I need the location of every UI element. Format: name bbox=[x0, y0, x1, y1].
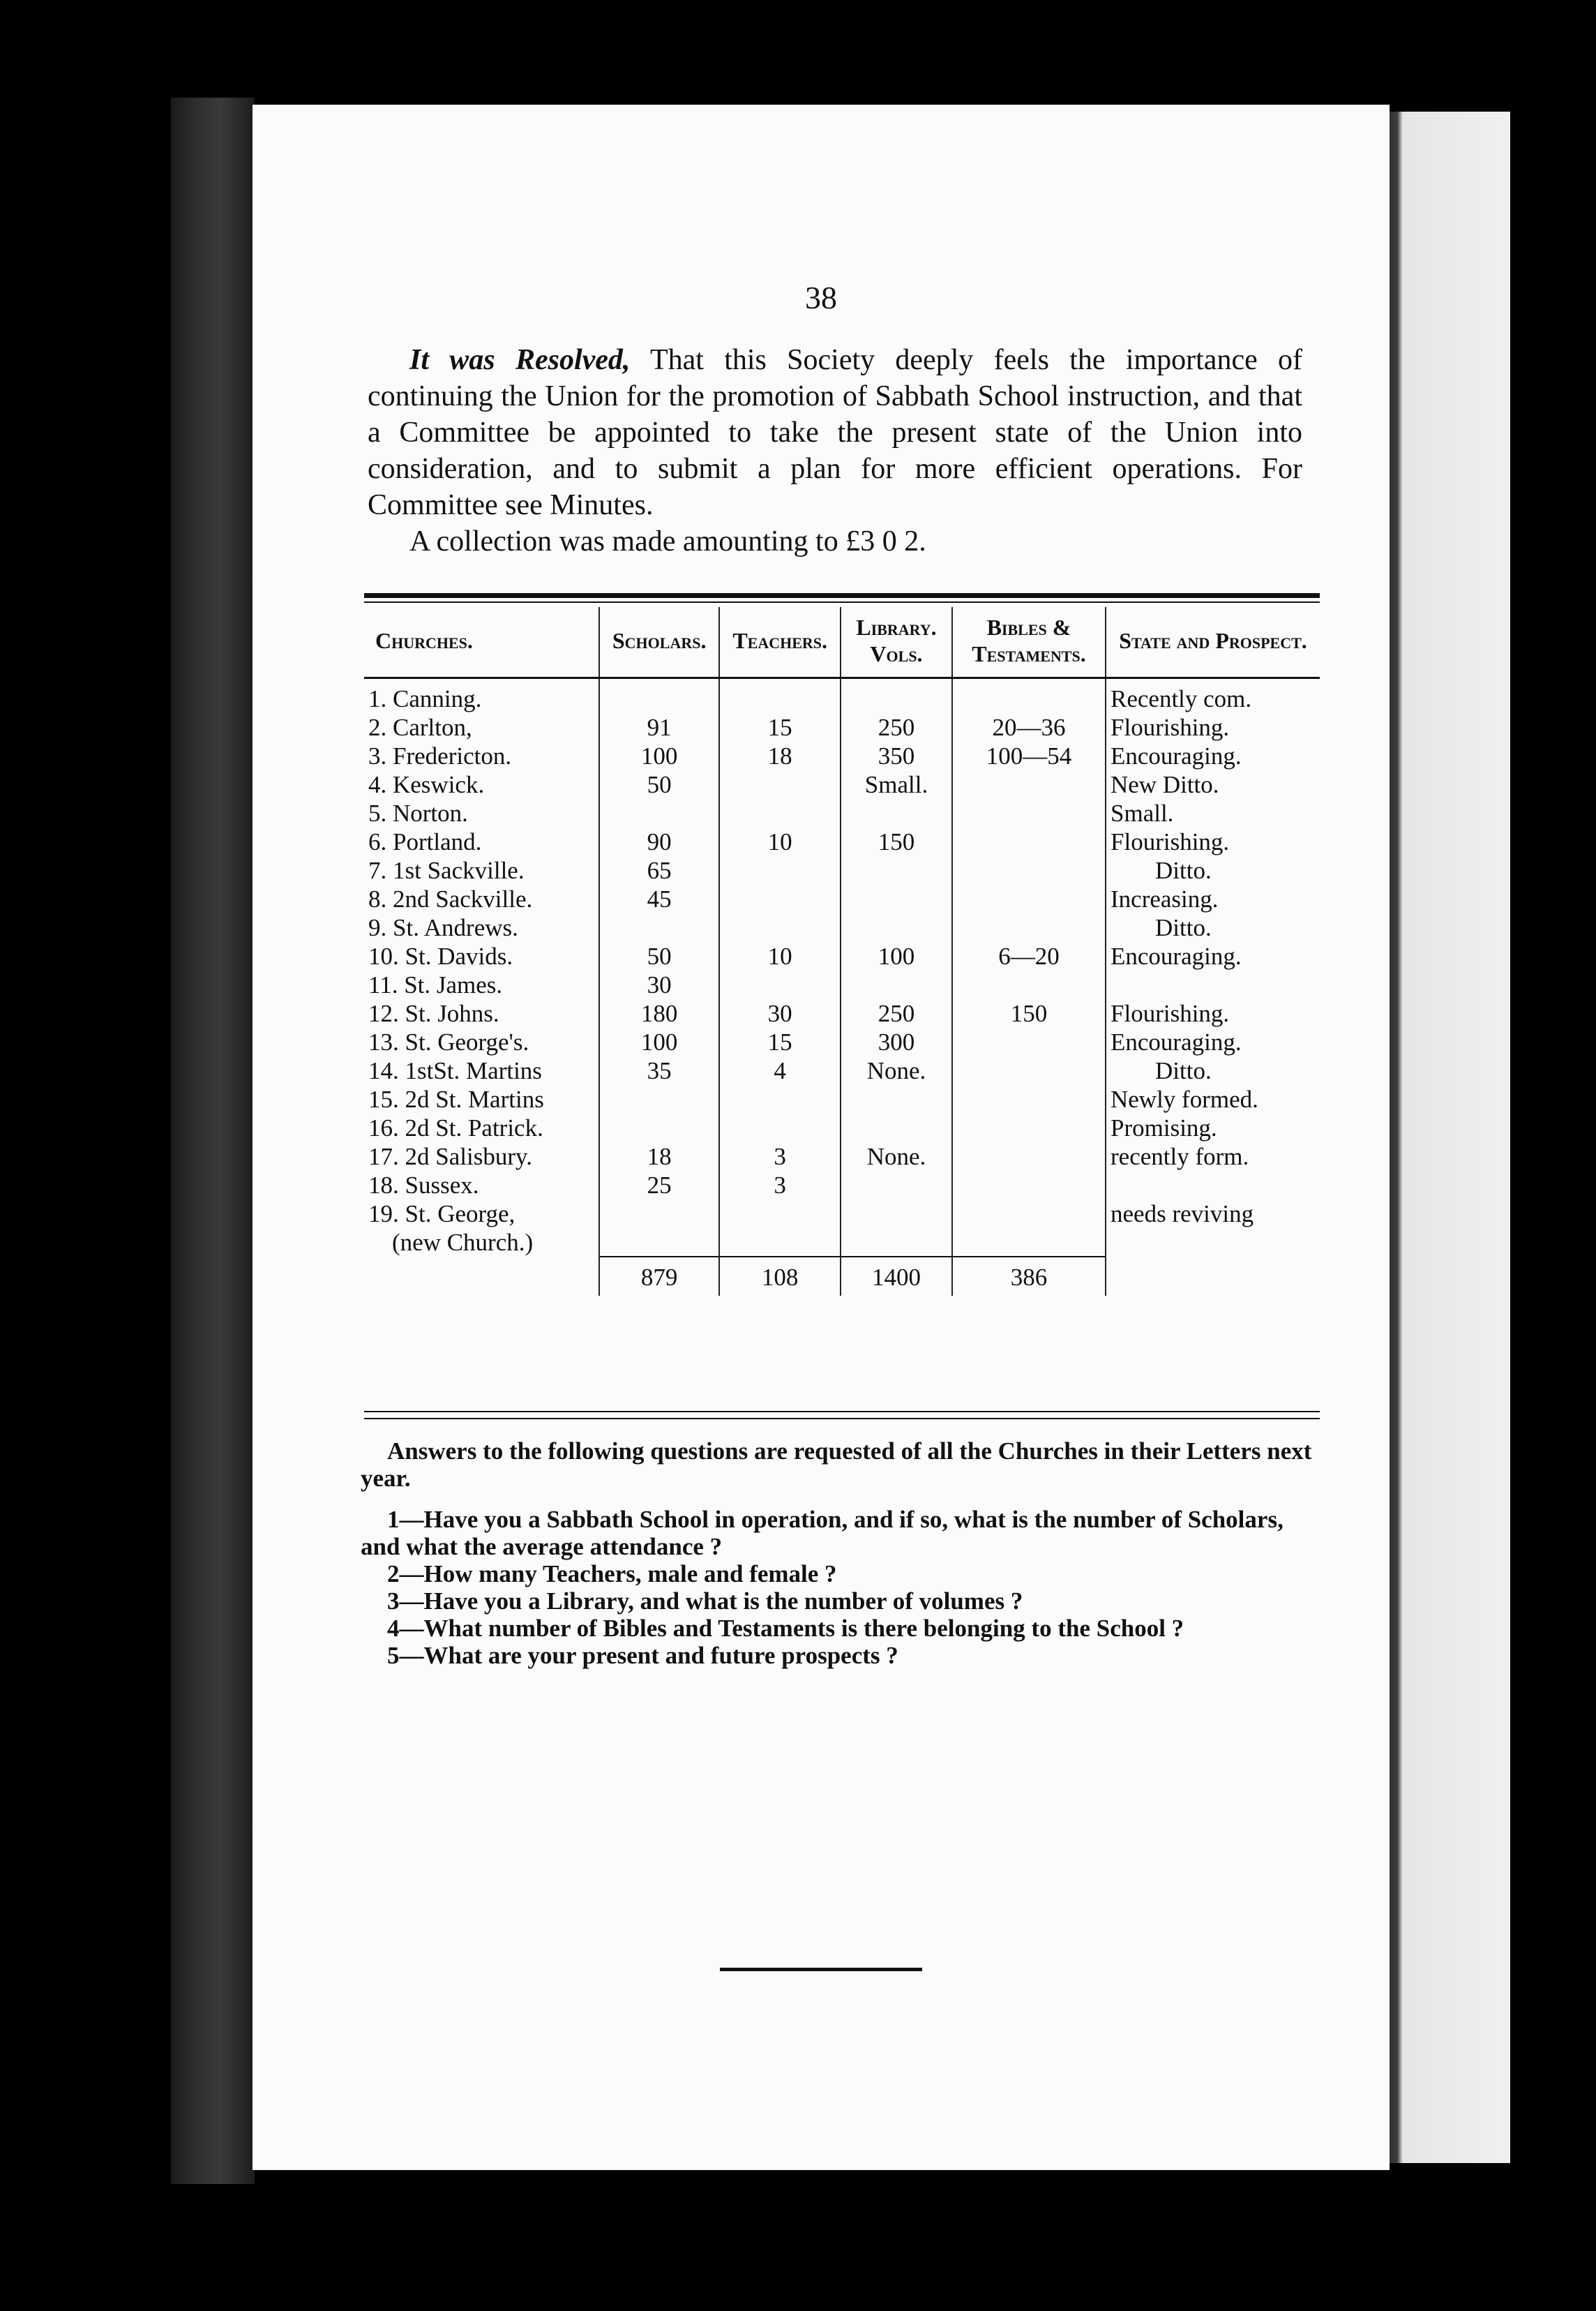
row-church: 1. Canning. bbox=[368, 685, 482, 712]
question-item: 5—What are your present and future prospects ? bbox=[387, 1642, 898, 1669]
row-bibles: 150 bbox=[952, 999, 1106, 1028]
row-bibles bbox=[952, 770, 1106, 799]
row-state: Small. bbox=[1106, 799, 1320, 828]
row-library: 250 bbox=[841, 999, 952, 1028]
row-scholars bbox=[599, 1199, 719, 1228]
row-state: Newly formed. bbox=[1106, 1085, 1320, 1114]
table-bottom-rule-1 bbox=[364, 1411, 1320, 1412]
row-scholars bbox=[599, 1228, 719, 1257]
header-churches: Churches. bbox=[364, 607, 599, 678]
row-bibles bbox=[952, 1028, 1106, 1056]
row-bibles bbox=[952, 1199, 1106, 1228]
row-teachers bbox=[719, 678, 841, 714]
row-library bbox=[841, 1199, 952, 1228]
table-row bbox=[364, 1085, 1320, 1114]
table-row bbox=[364, 1056, 1320, 1085]
next-page-edge bbox=[1385, 112, 1510, 2163]
row-teachers bbox=[719, 1114, 841, 1142]
table-header-row bbox=[364, 607, 1320, 678]
question-item: 3—Have you a Library, and what is the number of volumes ? bbox=[387, 1587, 1023, 1615]
row-teachers: 3 bbox=[719, 1142, 841, 1171]
row-state bbox=[1106, 1171, 1320, 1199]
row-teachers bbox=[719, 913, 841, 942]
table-row bbox=[364, 770, 1320, 799]
row-church: 16. 2d St. Patrick. bbox=[368, 1114, 543, 1142]
questions-intro: Answers to the following questions are requested of all the Churches in their Letters next year. bbox=[361, 1437, 1312, 1492]
header-bibles: Bibles & Testaments. bbox=[952, 607, 1106, 678]
row-library: 250 bbox=[841, 713, 952, 742]
row-state: Encouraging. bbox=[1106, 1028, 1320, 1056]
row-bibles bbox=[952, 971, 1106, 999]
row-church: 17. 2d Salisbury. bbox=[368, 1143, 532, 1170]
table-row bbox=[364, 1228, 1320, 1257]
total-teachers: 108 bbox=[719, 1257, 841, 1296]
table-body bbox=[364, 678, 1320, 1257]
row-state bbox=[1106, 971, 1320, 999]
row-state: Ditto. bbox=[1106, 856, 1320, 885]
row-church: 6. Portland. bbox=[368, 828, 482, 855]
row-scholars bbox=[599, 1085, 719, 1114]
row-library bbox=[841, 885, 952, 913]
row-bibles bbox=[952, 1142, 1106, 1171]
row-church: (new Church.) bbox=[392, 1229, 534, 1256]
row-church: 4. Keswick. bbox=[368, 771, 485, 798]
row-teachers: 10 bbox=[719, 942, 841, 971]
row-scholars: 25 bbox=[599, 1171, 719, 1199]
row-church: 2. Carlton, bbox=[368, 714, 472, 741]
row-state: Recently com. bbox=[1106, 678, 1320, 714]
row-scholars: 180 bbox=[599, 999, 719, 1028]
row-bibles bbox=[952, 1114, 1106, 1142]
row-state: needs reviving bbox=[1106, 1199, 1320, 1228]
row-church: 3. Fredericton. bbox=[368, 742, 512, 770]
row-teachers bbox=[719, 799, 841, 828]
row-library bbox=[841, 971, 952, 999]
row-church: 19. St. George, bbox=[368, 1200, 515, 1227]
row-teachers bbox=[719, 770, 841, 799]
table-top-rule-thin bbox=[364, 601, 1320, 603]
row-bibles bbox=[952, 856, 1106, 885]
row-teachers bbox=[719, 971, 841, 999]
row-library: 300 bbox=[841, 1028, 952, 1056]
row-state: Flourishing. bbox=[1106, 999, 1320, 1028]
resolution-paragraph bbox=[368, 342, 1302, 523]
table-row bbox=[364, 999, 1320, 1028]
totals-label-cell bbox=[364, 1257, 599, 1296]
row-teachers: 15 bbox=[719, 1028, 841, 1056]
row-bibles bbox=[952, 678, 1106, 714]
table-row bbox=[364, 856, 1320, 885]
table-row bbox=[364, 1142, 1320, 1171]
total-bibles: 386 bbox=[952, 1257, 1106, 1296]
row-teachers: 4 bbox=[719, 1056, 841, 1085]
row-teachers bbox=[719, 1199, 841, 1228]
totals-state-cell bbox=[1106, 1257, 1320, 1296]
row-scholars bbox=[599, 913, 719, 942]
table-row bbox=[364, 1028, 1320, 1056]
totals-row bbox=[364, 1257, 1320, 1296]
row-state: New Ditto. bbox=[1106, 770, 1320, 799]
row-library: None. bbox=[841, 1056, 952, 1085]
row-scholars: 65 bbox=[599, 856, 719, 885]
row-library bbox=[841, 1085, 952, 1114]
row-library: 100 bbox=[841, 942, 952, 971]
row-scholars bbox=[599, 799, 719, 828]
row-scholars: 100 bbox=[599, 1028, 719, 1056]
row-state: Ditto. bbox=[1106, 913, 1320, 942]
total-library: 1400 bbox=[841, 1257, 952, 1296]
row-bibles: 6—20 bbox=[952, 942, 1106, 971]
collection-line: A collection was made amounting to £3 0 2. bbox=[409, 525, 926, 558]
row-scholars: 30 bbox=[599, 971, 719, 999]
questions-block bbox=[361, 1437, 1323, 1669]
row-church: 15. 2d St. Martins bbox=[368, 1086, 544, 1113]
header-state: State and Prospect. bbox=[1106, 607, 1320, 678]
question-item: 1—Have you a Sabbath School in operation, and if so, what is the number of Scholars, and what the average attendance ? bbox=[361, 1506, 1283, 1560]
question-item: 4—What number of Bibles and Testaments is there belonging to the School ? bbox=[387, 1615, 1184, 1642]
row-library bbox=[841, 1171, 952, 1199]
row-library bbox=[841, 913, 952, 942]
table-row bbox=[364, 913, 1320, 942]
row-scholars bbox=[599, 1114, 719, 1142]
resolution-lead: It was Resolved, bbox=[409, 344, 631, 376]
row-state: Ditto. bbox=[1106, 1056, 1320, 1085]
row-library bbox=[841, 678, 952, 714]
table-row bbox=[364, 1199, 1320, 1228]
row-state: Increasing. bbox=[1106, 885, 1320, 913]
sabbath-school-table bbox=[364, 607, 1320, 1296]
page-number: 38 bbox=[805, 280, 837, 315]
table-row bbox=[364, 1171, 1320, 1199]
row-church: 13. St. George's. bbox=[368, 1029, 529, 1056]
resolution-text: That this Society deeply feels the importance of continuing the Union for the promotion of Sabbath School instruction, and that a Committee be appointed to take the present state of the Union into consideration, and to submit a plan for more efficient operations. For Committee see Minutes. bbox=[368, 344, 1303, 521]
row-church: 14. 1stSt. Martins bbox=[368, 1057, 542, 1084]
row-church: 18. Sussex. bbox=[368, 1172, 479, 1199]
row-church: 10. St. Davids. bbox=[368, 943, 513, 970]
row-teachers bbox=[719, 1228, 841, 1257]
row-bibles bbox=[952, 1056, 1106, 1085]
table-top-rule-thick bbox=[364, 593, 1320, 598]
row-teachers bbox=[719, 856, 841, 885]
row-teachers: 3 bbox=[719, 1171, 841, 1199]
table-row bbox=[364, 678, 1320, 714]
row-scholars: 18 bbox=[599, 1142, 719, 1171]
total-scholars: 879 bbox=[599, 1257, 719, 1296]
row-teachers: 18 bbox=[719, 742, 841, 770]
row-scholars: 45 bbox=[599, 885, 719, 913]
table-row bbox=[364, 885, 1320, 913]
row-church: 11. St. James. bbox=[368, 971, 503, 999]
table-row bbox=[364, 828, 1320, 856]
row-bibles bbox=[952, 828, 1106, 856]
table-row bbox=[364, 971, 1320, 999]
row-state: Encouraging. bbox=[1106, 742, 1320, 770]
row-teachers: 30 bbox=[719, 999, 841, 1028]
header-teachers: Teachers. bbox=[719, 607, 841, 678]
row-scholars bbox=[599, 678, 719, 714]
row-scholars: 90 bbox=[599, 828, 719, 856]
book-binding bbox=[171, 98, 255, 2184]
row-bibles bbox=[952, 885, 1106, 913]
row-church: 9. St. Andrews. bbox=[368, 914, 518, 941]
row-bibles bbox=[952, 1228, 1106, 1257]
row-state: Flourishing. bbox=[1106, 713, 1320, 742]
row-teachers bbox=[719, 885, 841, 913]
row-state: Promising. bbox=[1106, 1114, 1320, 1142]
book-page bbox=[253, 105, 1390, 2170]
row-church: 5. Norton. bbox=[368, 800, 468, 827]
row-bibles bbox=[952, 913, 1106, 942]
row-church: 7. 1st Sackville. bbox=[368, 857, 525, 884]
row-scholars: 35 bbox=[599, 1056, 719, 1085]
closing-ornament-rule bbox=[720, 1968, 922, 1971]
row-church: 8. 2nd Sackville. bbox=[368, 885, 533, 913]
question-item: 2—How many Teachers, male and female ? bbox=[387, 1560, 837, 1587]
table-bottom-rule-2 bbox=[364, 1418, 1320, 1419]
row-library bbox=[841, 856, 952, 885]
row-bibles: 100—54 bbox=[952, 742, 1106, 770]
table-row bbox=[364, 742, 1320, 770]
table-row bbox=[364, 1114, 1320, 1142]
header-scholars: Scholars. bbox=[599, 607, 719, 678]
row-library bbox=[841, 1114, 952, 1142]
row-state bbox=[1106, 1228, 1320, 1257]
row-library: 150 bbox=[841, 828, 952, 856]
row-scholars: 91 bbox=[599, 713, 719, 742]
row-scholars: 50 bbox=[599, 942, 719, 971]
row-library: 350 bbox=[841, 742, 952, 770]
row-scholars: 100 bbox=[599, 742, 719, 770]
row-teachers: 10 bbox=[719, 828, 841, 856]
row-library: None. bbox=[841, 1142, 952, 1171]
row-church: 12. St. Johns. bbox=[368, 1000, 499, 1027]
row-bibles bbox=[952, 1171, 1106, 1199]
table-row bbox=[364, 713, 1320, 742]
row-state: Flourishing. bbox=[1106, 828, 1320, 856]
row-bibles: 20—36 bbox=[952, 713, 1106, 742]
row-bibles bbox=[952, 799, 1106, 828]
row-state: recently form. bbox=[1106, 1142, 1320, 1171]
row-scholars: 50 bbox=[599, 770, 719, 799]
row-state: Encouraging. bbox=[1106, 942, 1320, 971]
row-library: Small. bbox=[841, 770, 952, 799]
row-library bbox=[841, 799, 952, 828]
resolution-block bbox=[368, 342, 1302, 560]
row-bibles bbox=[952, 1085, 1106, 1114]
table-row bbox=[364, 799, 1320, 828]
header-library: Library. Vols. bbox=[841, 607, 952, 678]
row-library bbox=[841, 1228, 952, 1257]
table-row bbox=[364, 942, 1320, 971]
row-teachers: 15 bbox=[719, 713, 841, 742]
row-teachers bbox=[719, 1085, 841, 1114]
